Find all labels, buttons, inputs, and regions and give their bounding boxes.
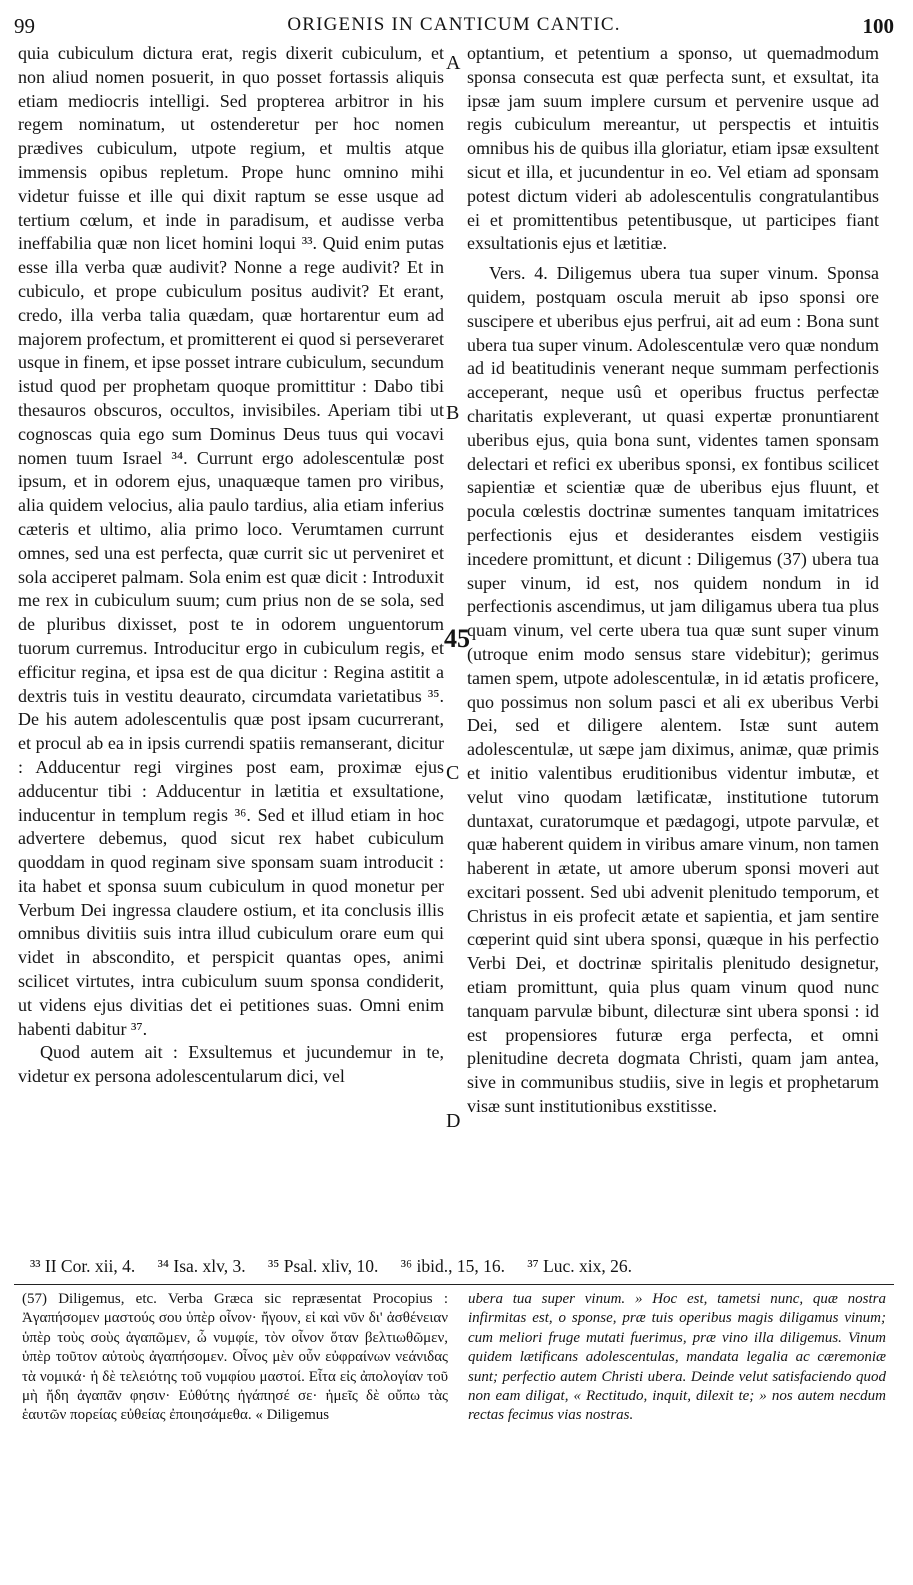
left-paragraph: quia cubiculum dictura erat, regis dixerit cubiculum, et non aliud nomen posuerit, in quo posset fortassis aliquis etiam mediocris intelligi. Sed propterea arbitror in his regem nominatum, ut ostenderetur per hoc nomen prædives cubiculum, utpote regium, et multis atque immensis opibus repletum. Prope hunc omnino mihi videtur fuisse et ille qui dixit raptum se esse usque ad tertium cœlum, et inde in paradisum, et audisse verba ineffabilia quæ non licet homini loqui ³³. Quid enim putas esse illa verba quæ audivit? Nonne a rege audivit? Et in cubiculo, et prope cubiculum positus audivit? Et erant, credo, illa verba talia quædam, quæ hortarentur eum ad majorem profectum, et promitterent ei quod si perseveraret usque in finem, et ipse posset intrare cubiculum, secundum istud quod per prophetam quoque promittitur : Dabo tibi thesauros obscuros, occultos, invisibiles. Aperiam tibi ut cognoscas quia ego sum Dominus Deus tuus qui vocavi nomen tuum Israel ³⁴. Currunt ergo adolescentulæ post ipsum, et in odorem ejus, unaquæque tamen pro viribus, alia quidem velocius, alia paulo tardius, alia etiam inferius cæteris et ultimo, alia primo loco. Verumtamen currunt omnes, sed una est perfecta, quæ currit sic ut perveniret et sola acciperet palmam. Sola enim est quæ dicit : Introduxit me rex in cubiculum suum; cum prius non de se sola, sed de pluribus dixisset, post te in odorem unguentorum tuorum curremus. Introducitur ergo in cubiculum regis, et efficitur regina, et ipsa est de qua dicitur : Regina astitit a dextris tuis in vestitu deaurato, circumdata varietatibus ³⁵. De his autem adolescentulis quæ post ipsam cucurrerant, et procul ab ea in ipsis currendi spatiis remanserant, dicitur : Adducentur regi virgines post eam, proximæ ejus adducentur tibi : Adducentur in lætitia et exsultatione, inducentur in templum regis ³⁶. Sed et illud etiam in hoc advertere debemus, quod sicut rex habet cubiculum quoddam in quod reginam sive sponsam suam introducit : ita habet et sponsa suum cubiculum in quod monetur per Verbum Dei ingressa claudere ostium, et ita conclusis illis omnibus divitiis suis intra illud cubiculum orare eum qui videt in abscondito, et perspicit quantas opes, animi scilicet virtutes, intra cubiculum suum sponsa condiderit, ut videns ejus divitias det ei petitiones suas. Omni enim habenti dabitur ³⁷. xyxy=(18,43,444,1039)
reference: ³⁵ Psal. xliv, 10. xyxy=(268,1256,379,1276)
right-text-column xyxy=(467,42,879,1252)
footnote-right-column xyxy=(468,1290,886,1426)
reference: ³⁷ Luc. xix, 26. xyxy=(527,1256,633,1276)
margin-letter-d: D xyxy=(446,1110,461,1132)
running-header xyxy=(14,8,894,40)
reference: ³⁶ ibid., 15, 16. xyxy=(400,1256,505,1276)
left-text-column xyxy=(18,42,444,1252)
right-paragraph: optantium, et petentium a sponso, ut quemadmodum sponsa consecuta est quæ perfecta sunt, et exsultat, ita ipsæ jam suum implere cursum et pervenire usque ad regis cubiculum mereantur, ut perspectis et intuitis omnibus his de quibus illa gloriatur, etiam ipsæ exsultent sicut et illa, et jucundentur in eo. Vel etiam ad sponsam potest dictum videri ab adolescentulis congratulantibus ei et promittentibus petentibusque, ut participes fiant exsultationis ejus et lætitiæ. xyxy=(467,43,879,254)
footnote-rule xyxy=(14,1284,894,1285)
side-number: 45 xyxy=(444,624,470,653)
left-paragraph: Quod autem ait : Exsultemus et jucundemur in te, videtur ex persona adolescentularum dici, vel xyxy=(18,1042,444,1087)
footnote-text: ubera tua super vinum. » Hoc est, tametsi nunc, quæ nostra infirmitas est, o sponse, præ tuis operibus magis diligamus vinum; cum meliori fruge mutati fuerimus, præ vino illa diligemus. Vinum quidem lætificans adolescentulas, mandata legalia ac cæremoniæ sunt; perfectio autem Christi ubera. Deinde velut satisfaciendo quod non eam diligat, « Rectitudo, inquit, dilexit te; » nos autem necdum rectas fecimus vias nostras. xyxy=(468,1291,886,1424)
footnote-left-column xyxy=(22,1290,448,1426)
right-page-number: 100 xyxy=(862,14,894,38)
left-page-number: 99 xyxy=(14,14,35,38)
margin-letter-a: A xyxy=(446,52,461,74)
running-title: ORIGENIS IN CANTICUM CANTIC. xyxy=(287,14,621,35)
scripture-references xyxy=(30,1256,890,1277)
reference: ³³ II Cor. xii, 4. xyxy=(30,1256,136,1276)
margin-letter-c: C xyxy=(446,762,460,784)
reference: ³⁴ Isa. xlv, 3. xyxy=(157,1256,246,1276)
right-paragraph: Vers. 4. Diligemus ubera tua super vinum. Sponsa quidem, postquam oscula meruit ab ipso sponsi ore suscipere et uberibus ejus perfrui, ait ad eum : Bona sunt ubera tua super vinum. Adolescentulæ vero quæ nondum ad id beatitudinis venerant neque summam perfectionis acceperant, neque usû et operibus fructus perfectæ charitatis expleverant, ut quasi expertæ pronuntiarent uberibus ejus, quia bona sunt, videntes tamen sponsam delectari et refici ex uberibus sponsi, ex fontibus scilicet sapientiæ et scientiæ quæ de uberibus ejus fluunt, et pocula cœlestis doctrinæ sumentes tanquam imitatrices perfectionis ejus et desiderantes eisdem vestigiis incedere promittunt, et dicunt : Diligemus (37) ubera tua super vinum, id est, nos quidem nondum in id perfectionis ascendimus, ut jam diligamus ubera tua plus quam vinum, vel certe ubera tua quæ sunt super vinum (utroque enim modo sensus stare videbitur); gerimus tamen spem, utpote adolescentulæ, in id ætatis proficere, quo possimus non solum pasci et ali ex uberibus Verbi Dei, sed et diligere alentem. Istæ sunt autem adolescentulæ, ut sæpe jam diximus, animæ, quæ primis et initio valentibus eruditionibus videntur imbutæ, et velut vino quodam lætificatæ, institutione tutorum duntaxat, curatorumque et pædagogi, utpote parvulæ, et quæ haberent quidem in viribus amare vinum, non tamen haberent in ætate, ut amore uberum sponsi moveri aut excitari possent. Sed ubi advenit plenitudo temporum, et Christus in eis profecit ætate et sapientia, et jam sentire cœperint quid sint ubera sponsi, quæque in his perfectio Verbi Dei, et doctrinæ spiritalis plenitudo designetur, etiam promittunt, quia plus quam vinum quod nunc tanquam parvulæ bibunt, dilecturæ sint ubera sponsi : id est propensiores futuræ erga perfecta, et omni plenitudine decreta dogmata Christi, quam jam antea, sive in communibus studiis, sive in legis et prophetarum visæ sunt institutionibus exstitisse. xyxy=(467,263,879,1117)
margin-letter-b: B xyxy=(446,402,460,424)
footnote-text: (57) Diligemus, etc. Verba Græca sic repræsentat Procopius : Ἀγαπήσομεν μαστούς σου ὑπὲρ οἶνον· ἤγουν, εἰ καὶ νῦν δι' ἀσθένειαν ὑπὲρ τοὺς σοὺς ἀγαπῶμεν, ὦ νυμφίε, τὸν οἶνον ὅταν βελτιωθῶμεν, ὑπὲρ τοῦτον αὐτοὺς ἀγαπήσομεν. Οἶνος μὲν οὖν εὐφραίνων νεάνιδας τὰ νομικά· ἡ δὲ τελειότης τοῦ νυμφίου μαστοί. Εἶτα εἰς ἀπολογίαν τοῦ μὴ ἤδη ἀγαπᾶν φησιν· Εὐθύτης ἠγάπησέ σε· ἡμεῖς δὲ οὔπω τὰς ἑαυτῶν πορείας εὐθείας ἐποιησάμεθα. « Diligemus xyxy=(22,1291,448,1424)
